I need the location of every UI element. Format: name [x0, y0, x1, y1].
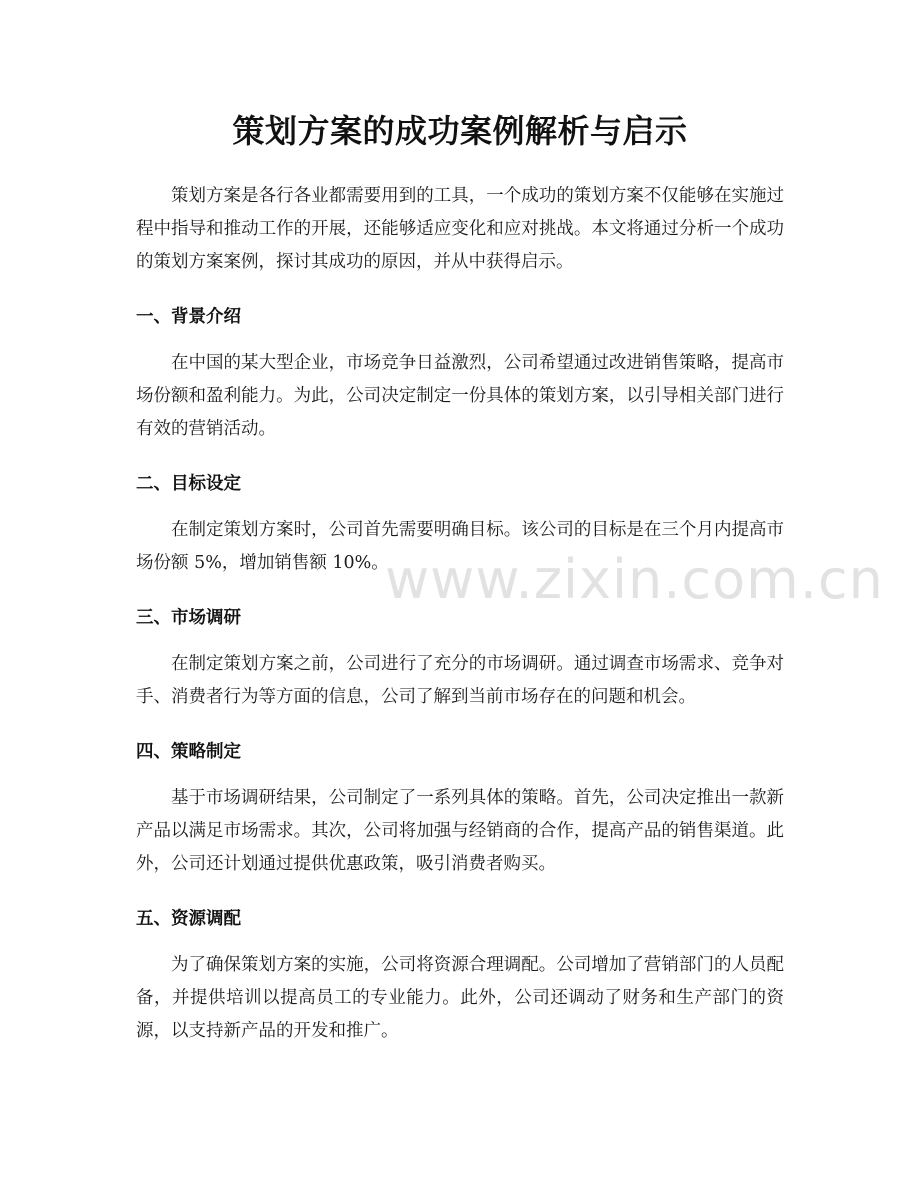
- document-title: 策划方案的成功案例解析与启示: [232, 112, 688, 150]
- document-body: [136, 180, 784, 1048]
- section-body-goals: 在制定策划方案时，公司首先需要明确目标。该公司的目标是在三个月内提高市场份额 5%，增加销售额 10%。: [136, 520, 784, 573]
- section-body-background: 在中国的某大型企业，市场竞争日益激烈，公司希望通过改进销售策略，提高市场份额和盈利能力。为此，公司决定制定一份具体的策划方案，以引导相关部门进行有效的营销活动。: [136, 353, 784, 439]
- intro-paragraph: 策划方案是各行各业都需要用到的工具，一个成功的策划方案不仅能够在实施过程中指导和推动工作的开展，还能够适应变化和应对挑战。本文将通过分析一个成功的策划方案案例，探讨其成功的原因，并从中获得启示。: [136, 186, 784, 272]
- section-heading-goals: 二、目标设定: [136, 474, 241, 494]
- section-heading-background: 一、背景介绍: [136, 307, 241, 327]
- section-heading-strategy: 四、策略制定: [136, 742, 241, 762]
- section-body-strategy: 基于市场调研结果，公司制定了一系列具体的策略。首先，公司决定推出一款新产品以满足市场需求。其次，公司将加强与经销商的合作，提高产品的销售渠道。此外，公司还计划通过提供优惠政策，吸引消费者购买。: [136, 788, 784, 874]
- section-body-market-research: 在制定策划方案之前，公司进行了充分的市场调研。通过调查市场需求、竞争对手、消费者行为等方面的信息，公司了解到当前市场存在的问题和机会。: [136, 654, 784, 707]
- section-heading-resources: 五、资源调配: [136, 909, 241, 929]
- section-heading-market-research: 三、市场调研: [136, 608, 241, 628]
- watermark-text: www.zixin.com.cn: [385, 548, 884, 611]
- section-body-resources: 为了确保策划方案的实施，公司将资源合理调配。公司增加了营销部门的人员配备，并提供培训以提高员工的专业能力。此外，公司还调动了财务和生产部门的资源，以支持新产品的开发和推广。: [136, 955, 784, 1041]
